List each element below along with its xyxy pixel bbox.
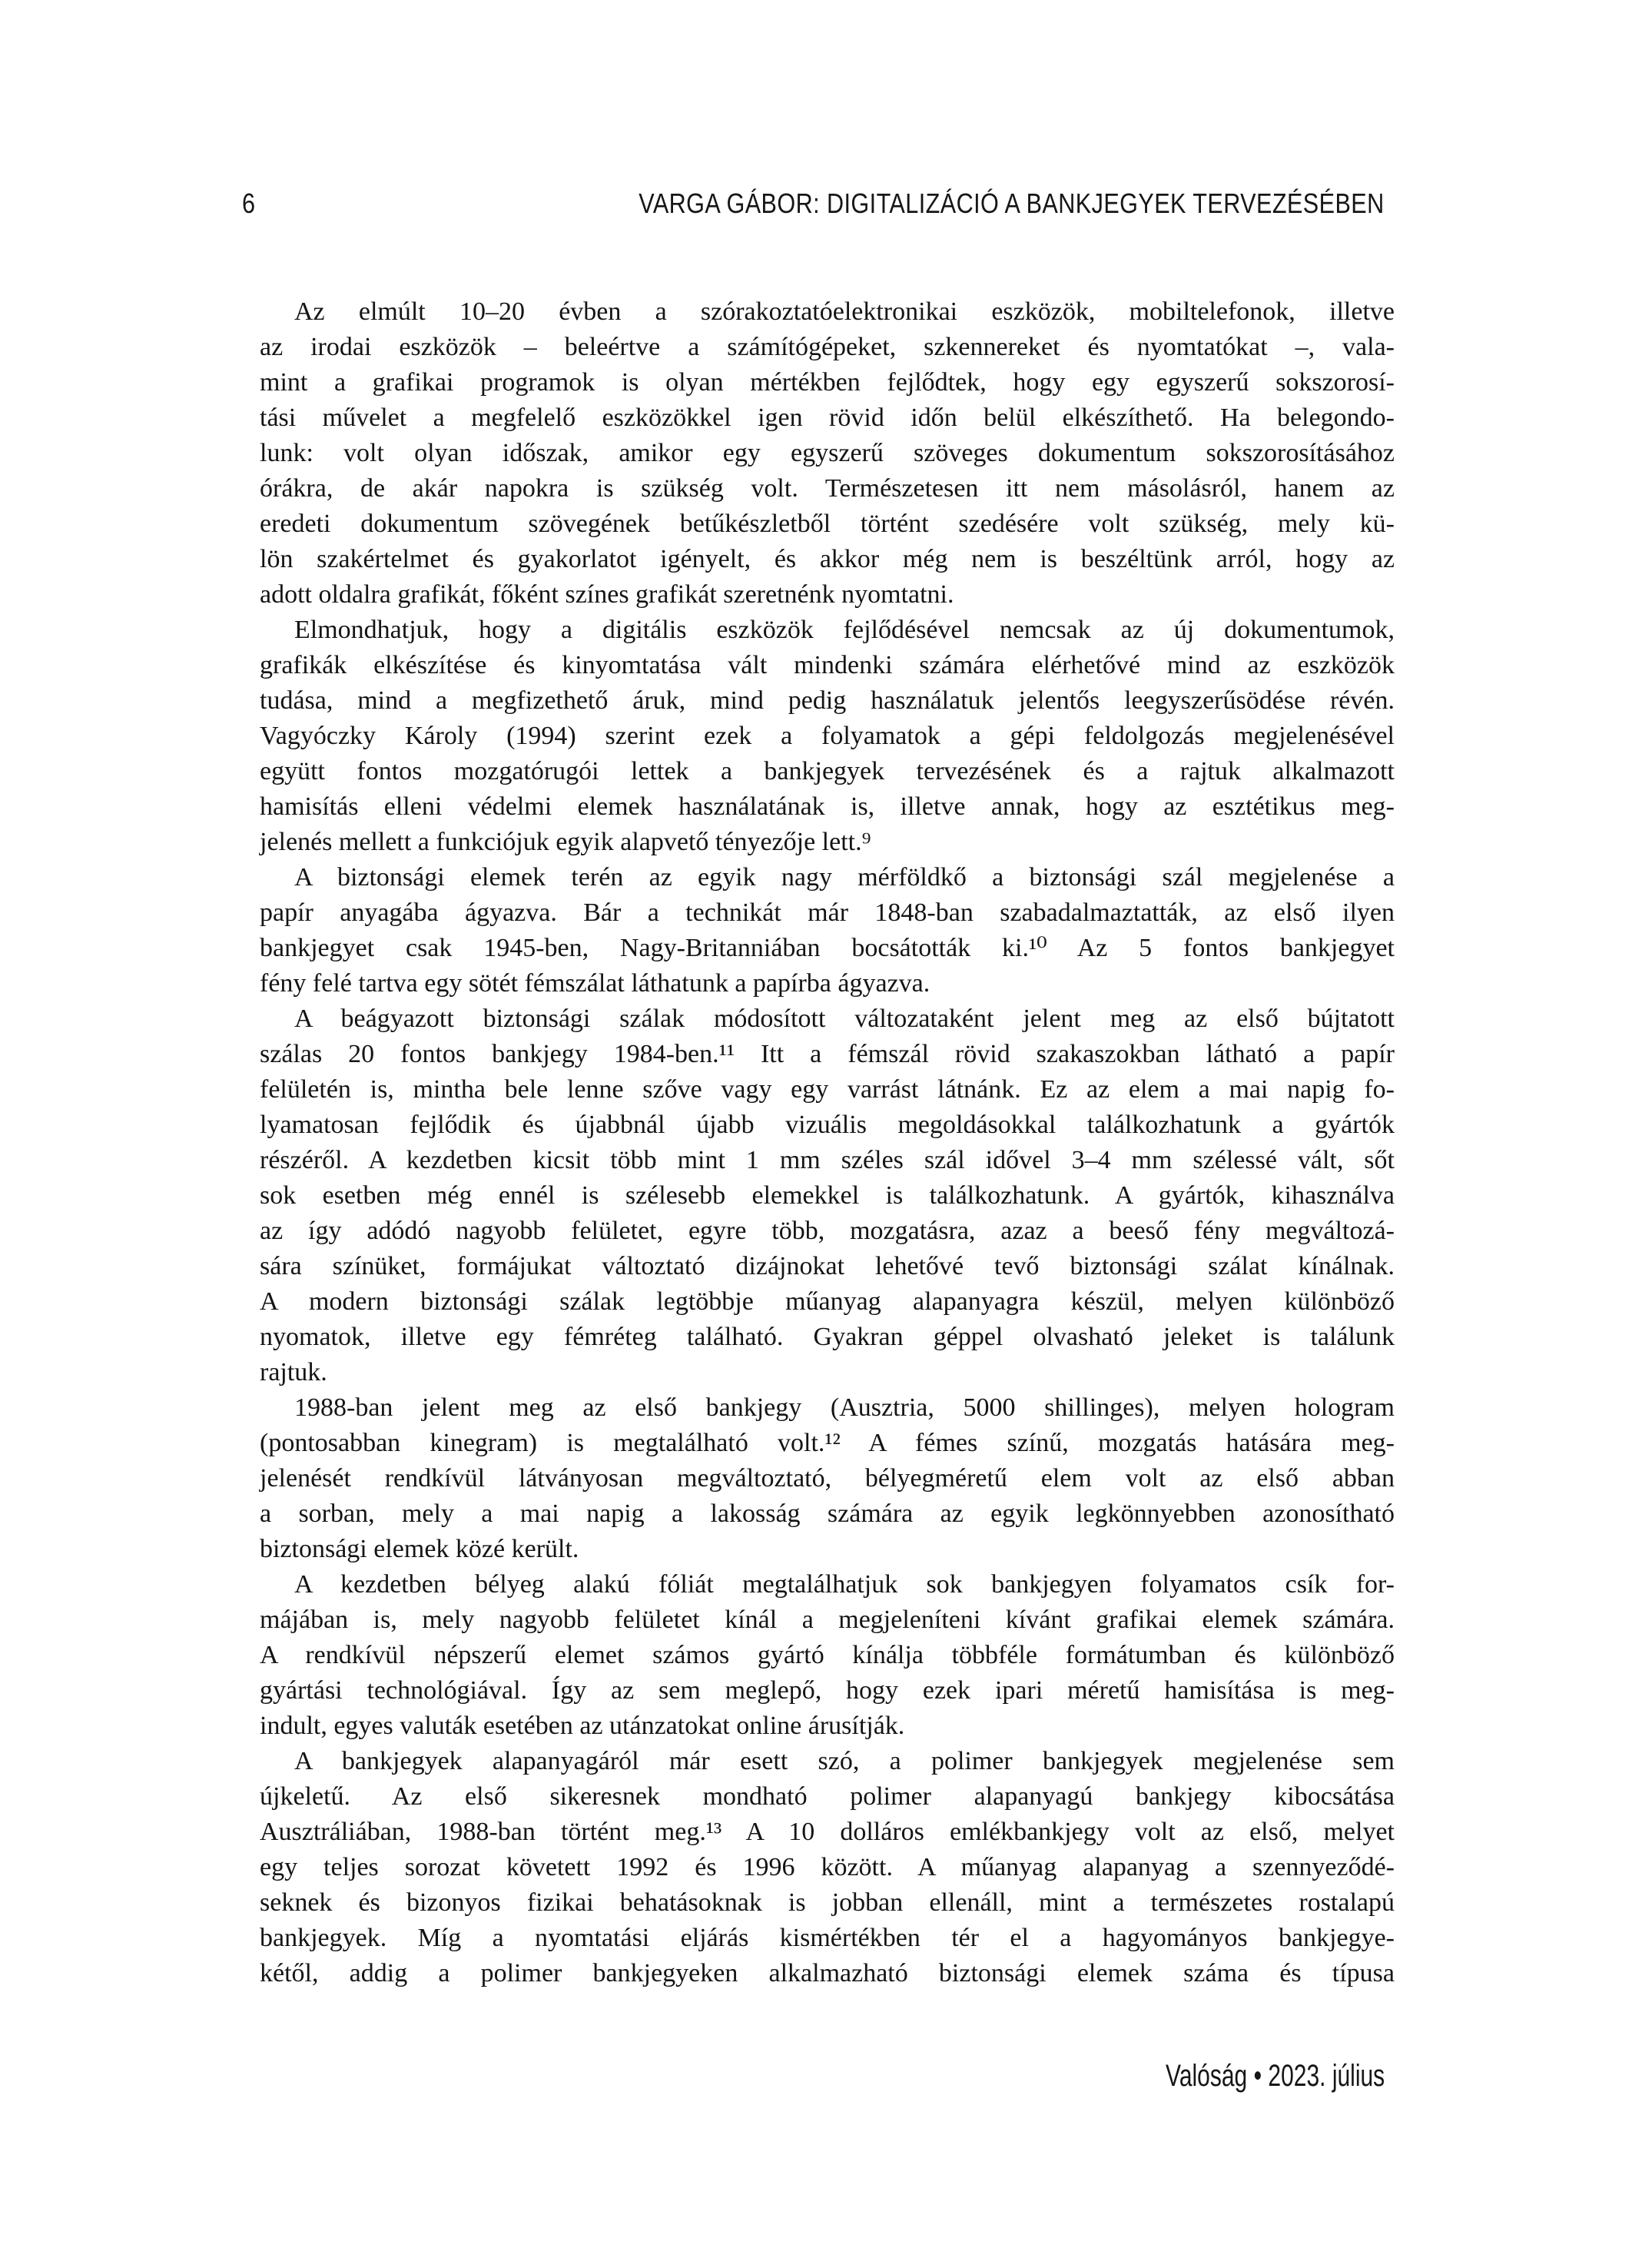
text-line: egy teljes sorozat követett 1992 és 1996 között. A műanyag alapanyag a szennyeződé-	[260, 1853, 1395, 1881]
text-line: gyártási technológiával. Így az sem meglepő, hogy ezek ipari méretű hamisítása is meg-	[260, 1676, 1395, 1705]
text-line: grafikák elkészítése és kinyomtatása vált mindenki számára elérhetővé mind az eszközök	[260, 651, 1395, 679]
text-line: biztonsági elemek közé került.	[260, 1535, 579, 1563]
text-line: tudása, mind a megfizethető áruk, mind pedig használatuk jelentős leegyszerűsödése révén.	[260, 686, 1395, 715]
paragraph	[260, 1390, 1395, 1567]
text-line: a sorban, mely a mai napig a lakosság számára az egyik legkönnyebben azonosítható	[260, 1499, 1395, 1528]
text-line: adott oldalra grafikát, főként színes grafikát szeretnénk nyomtatni.	[260, 580, 954, 609]
page-number: 6	[242, 188, 256, 219]
text-line: együtt fontos mozgatórugói lettek a bankjegyek tervezésének és a rajtuk alkalmazott	[260, 757, 1395, 785]
text-line: lön szakértelmet és gyakorlatot igényelt, és akkor még nem is beszéltünk arról, hogy az	[260, 545, 1395, 573]
text-line: eredeti dokumentum szövegének betűkészletből történt szedésére volt szükség, mely kü-	[260, 510, 1395, 538]
text-line: A biztonsági elemek terén az egyik nagy mérföldkő a biztonsági szál megjelenése a	[294, 863, 1395, 892]
paragraph	[260, 1744, 1395, 1991]
text-line: seknek és bizonyos fizikai behatásoknak is jobban ellenáll, mint a természetes rostalapú	[260, 1888, 1395, 1917]
text-line: hamisítás elleni védelmi elemek használatának is, illetve annak, hogy az esztétikus meg-	[260, 792, 1395, 821]
text-line: tási művelet a megfelelő eszközökkel igen rövid időn belül elkészíthető. Ha belegondo-	[260, 403, 1395, 432]
text-line: indult, egyes valuták esetében az utánzatokat online árusítják.	[260, 1712, 905, 1740]
text-line: A kezdetben bélyeg alakú fóliát megtalálhatjuk sok bankjegyen folyamatos csík for-	[294, 1570, 1395, 1599]
text-line: Ausztráliában, 1988-ban történt meg.¹³ A 10 dolláros emlékbankjegy volt az első, melyet	[260, 1818, 1395, 1846]
text-line: rajtuk.	[260, 1358, 327, 1386]
running-title: VARGA GÁBOR: DIGITALIZÁCIÓ A BANKJEGYEK TERVEZÉSÉBEN	[639, 188, 1385, 219]
text-line: szálas 20 fontos bankjegy 1984-ben.¹¹ Itt a fémszál rövid szakaszokban látható a papír	[260, 1040, 1395, 1068]
text-line: májában is, mely nagyobb felületet kínál a megjeleníteni kívánt grafikai elemek számára.	[260, 1606, 1395, 1634]
text-line: felületén is, mintha bele lenne szőve vagy egy varrást látnánk. Ez az elem a mai napig fo-	[260, 1075, 1395, 1104]
journal-footer: Valóság • 2023. július	[1165, 2059, 1385, 2093]
text-line: mint a grafikai programok is olyan mértékben fejlődtek, hogy egy egyszerű sokszorosí-	[260, 368, 1395, 397]
text-line: fény felé tartva egy sötét fémszálat láthatunk a papírba ágyazva.	[260, 969, 930, 998]
text-line: Az elmúlt 10–20 évben a szórakoztatóelektronikai eszközök, mobiltelefonok, illetve	[294, 297, 1395, 326]
text-line: Vagyóczky Károly (1994) szerint ezek a folyamatok a gépi feldolgozás megjelenésével	[260, 722, 1395, 750]
text-line: A beágyazott biztonsági szálak módosított változataként jelent meg az első bújtatott	[294, 1004, 1395, 1033]
text-line: újkeletű. Az első sikeresnek mondható polimer alapanyagú bankjegy kibocsátása	[260, 1782, 1395, 1811]
paragraph	[260, 613, 1395, 860]
text-line: bankjegyek. Míg a nyomtatási eljárás kismértékben tér el a hagyományos bankjegye-	[260, 1924, 1395, 1952]
text-line: Elmondhatjuk, hogy a digitális eszközök fejlődésével nemcsak az új dokumentumok,	[294, 616, 1395, 644]
text-line: órákra, de akár napokra is szükség volt. Természetesen itt nem másolásról, hanem az	[260, 474, 1395, 503]
text-line: az irodai eszközök – beleértve a számítógépeket, szkennereket és nyomtatókat –, vala-	[260, 333, 1395, 361]
text-line: az így adódó nagyobb felületet, egyre több, mozgatásra, azaz a beeső fény megváltozá-	[260, 1217, 1395, 1245]
text-line: lyamatosan fejlődik és újabbnál újabb vizuális megoldásokkal találkozhatunk a gyártók	[260, 1111, 1395, 1139]
text-line: részéről. A kezdetben kicsit több mint 1 mm széles szál idővel 3–4 mm szélessé vált, sőt	[260, 1146, 1395, 1174]
paragraph	[260, 1001, 1395, 1390]
text-column	[260, 294, 1395, 1991]
text-line: papír anyagába ágyazva. Bár a technikát már 1848-ban szabadalmaztatták, az első ilyen	[260, 898, 1395, 927]
text-line: sok esetben még ennél is szélesebb elemekkel is találkozhatunk. A gyártók, kihasználva	[260, 1181, 1395, 1210]
text-line: A rendkívül népszerű elemet számos gyártó kínálja többféle formátumban és különböző	[260, 1641, 1395, 1669]
text-line: jelenés mellett a funkciójuk egyik alapvető tényezője lett.⁹	[260, 828, 871, 856]
paragraph	[260, 860, 1395, 1001]
paragraph	[260, 1567, 1395, 1744]
text-line: A bankjegyek alapanyagáról már esett szó, a polimer bankjegyek megjelenése sem	[294, 1747, 1395, 1775]
text-line: lunk: volt olyan időszak, amikor egy egyszerű szöveges dokumentum sokszorosításához	[260, 439, 1395, 467]
text-line: kétől, addig a polimer bankjegyeken alkalmazható biztonsági elemek száma és típusa	[260, 1959, 1395, 1987]
text-line: jelenését rendkívül látványosan megváltoztató, bélyegméretű elem volt az első abban	[260, 1464, 1395, 1493]
paragraph	[260, 294, 1395, 613]
text-line: 1988-ban jelent meg az első bankjegy (Ausztria, 5000 shillinges), melyen hologram	[294, 1393, 1395, 1422]
text-line: A modern biztonsági szálak legtöbbje műanyag alapanyagra készül, melyen különböző	[260, 1287, 1395, 1316]
text-line: bankjegyet csak 1945-ben, Nagy-Britanniában bocsátották ki.¹⁰ Az 5 fontos bankjegyet	[260, 934, 1395, 962]
text-line: nyomatok, illetve egy fémréteg található. Gyakran géppel olvasható jeleket is találunk	[260, 1323, 1395, 1351]
text-line: sára színüket, formájukat változtató dizájnokat lehetővé tevő biztonsági szálat kínálnak.	[260, 1252, 1395, 1280]
text-line: (pontosabban kinegram) is megtalálható volt.¹² A fémes színű, mozgatás hatására meg-	[260, 1429, 1395, 1457]
